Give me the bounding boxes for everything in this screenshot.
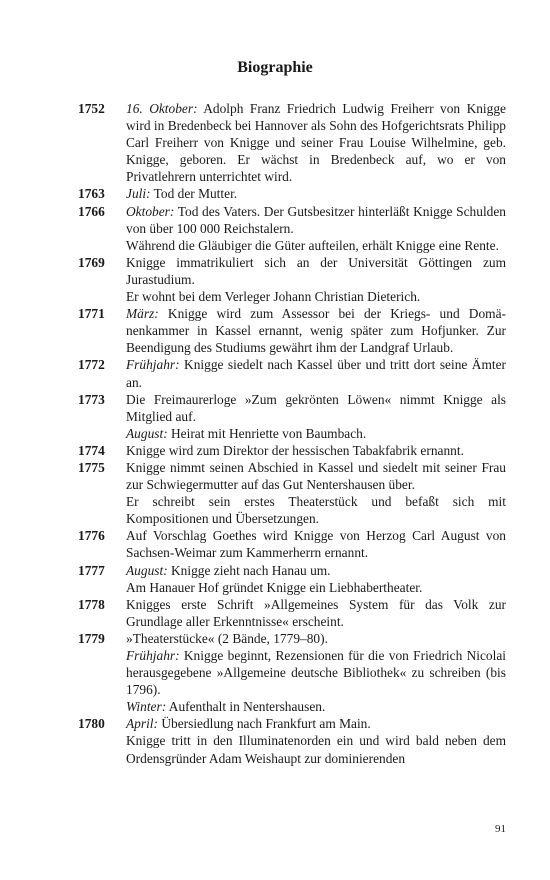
entry-year: 1776 bbox=[78, 528, 105, 544]
paragraph-body: Knigge wird zum Direktor der hessischen Tabakfabrik ernannt. bbox=[126, 442, 464, 458]
entry-year: 1779 bbox=[78, 630, 105, 646]
date-lead: April: bbox=[126, 716, 158, 732]
entry-paragraph bbox=[126, 185, 506, 202]
entry-paragraph bbox=[126, 305, 506, 356]
paragraph-body: Heirat mit Henriette von Baumbach. bbox=[167, 425, 367, 441]
entry-year: 1772 bbox=[78, 357, 105, 373]
paragraph-body: Knigge wird zum Assessor bei der Kriegs- und Domänenkammer in Kassel ernannt, wenig später zum Hofjunker. Zur Beendigung des Studiums gewährt ihm der Landgraf Urlaub. bbox=[126, 306, 506, 356]
paragraph-body: Knigge siedelt nach Kassel über und tritt dort seine Ämter an. bbox=[126, 357, 506, 390]
entry-year: 1771 bbox=[78, 306, 105, 322]
entry-paragraph bbox=[126, 527, 506, 561]
entry-text bbox=[126, 715, 506, 766]
entry-year: 1763 bbox=[78, 186, 105, 202]
paragraph-body: Während die Gläubiger die Güter aufteilen, erhält Knigge eine Rente. bbox=[126, 237, 499, 253]
entry-text bbox=[126, 254, 506, 305]
entry-paragraph bbox=[126, 459, 506, 493]
timeline-entry bbox=[78, 185, 506, 202]
entry-year: 1775 bbox=[78, 459, 105, 475]
timeline-entry bbox=[78, 100, 506, 185]
timeline-entry bbox=[78, 305, 506, 356]
paragraph-body: Knigge tritt in den Illuminatenorden ein und wird bald neben dem Ordensgründer Adam Weishaupt zur dominierenden bbox=[126, 733, 506, 766]
paragraph-body: Knigge zieht nach Hanau um. bbox=[167, 562, 331, 578]
timeline-entry bbox=[78, 356, 506, 390]
timeline-entry bbox=[78, 254, 506, 305]
page-number: 91 bbox=[495, 823, 506, 835]
entry-paragraph bbox=[126, 288, 506, 305]
date-lead: Winter: bbox=[126, 699, 167, 715]
entry-paragraph bbox=[126, 562, 506, 579]
timeline-entry bbox=[78, 459, 506, 527]
entry-year: 1752 bbox=[78, 101, 105, 116]
entry-text bbox=[126, 391, 506, 442]
entry-paragraph bbox=[126, 254, 506, 288]
entry-year: 1774 bbox=[78, 442, 105, 458]
paragraph-body: Tod des Vaters. Der Gutsbesitzer hinterläßt Knigge Schulden von über 100 000 Reichstalern. bbox=[126, 203, 506, 236]
entry-paragraph bbox=[126, 100, 506, 185]
entry-text bbox=[126, 562, 506, 596]
timeline-entry bbox=[78, 527, 506, 561]
paragraph-body: Knigge nimmt seinen Abschied in Kassel und siedelt mit seiner Frau zur Schwiegermutter auf das Gut Nentershausen über. bbox=[126, 459, 506, 493]
paragraph-body: Auf Vorschlag Goethes wird Knigge von Herzog Carl August von Sachsen-Weimar zum Kammerherrn ernannt. bbox=[126, 528, 506, 561]
date-lead: August: bbox=[126, 425, 168, 441]
entry-paragraph bbox=[126, 425, 506, 442]
timeline-entry bbox=[78, 596, 506, 630]
paragraph-body: Er schreibt sein erstes Theaterstück und befaßt sich mit Kompositionen und Übersetzungen. bbox=[126, 494, 506, 527]
date-lead: August: bbox=[126, 562, 168, 578]
entry-year: 1778 bbox=[78, 596, 105, 612]
entry-paragraph bbox=[126, 698, 506, 715]
entry-text bbox=[126, 630, 506, 715]
entry-text bbox=[126, 305, 506, 356]
entry-paragraph bbox=[126, 715, 506, 732]
paragraph-body: Er wohnt bei dem Verleger Johann Christian Dieterich. bbox=[126, 289, 421, 305]
entry-year: 1773 bbox=[78, 391, 105, 407]
paragraph-body: Aufenthalt in Nentershausen. bbox=[166, 699, 326, 715]
date-lead: Juli: bbox=[126, 186, 151, 202]
paragraph-body: Knigges erste Schrift »Allgemeines System für das Volk zur Grundlage aller Erkenntnisse« erscheint. bbox=[126, 596, 506, 629]
timeline-entry bbox=[78, 203, 506, 254]
page-title: Biographie bbox=[237, 59, 313, 76]
entry-paragraph bbox=[126, 493, 506, 527]
date-lead: März: bbox=[126, 306, 159, 322]
date-lead: 16. Oktober: bbox=[126, 101, 198, 116]
paragraph-body: Übersiedlung nach Frankfurt am Main. bbox=[158, 716, 371, 732]
entry-paragraph bbox=[126, 630, 506, 647]
entry-paragraph bbox=[126, 442, 506, 459]
entry-text bbox=[126, 596, 506, 630]
entry-text bbox=[126, 203, 506, 254]
entry-paragraph bbox=[126, 237, 506, 254]
entry-text bbox=[126, 442, 506, 459]
timeline-entry bbox=[78, 715, 506, 766]
date-lead: Frühjahr: bbox=[126, 648, 180, 663]
entry-text bbox=[126, 356, 506, 390]
entry-paragraph bbox=[126, 391, 506, 425]
paragraph-body: Knigge beginnt, Rezensionen für die von Friedrich Nicolai herausgegebene »Allgemeine deutsche Bibliothek« zu schreiben (bis 1796). bbox=[126, 648, 506, 698]
entry-year: 1766 bbox=[78, 203, 105, 219]
entry-year: 1777 bbox=[78, 562, 105, 578]
entry-paragraph bbox=[126, 579, 506, 596]
entry-paragraph bbox=[126, 356, 506, 390]
timeline-entry bbox=[78, 442, 506, 459]
date-lead: Frühjahr: bbox=[126, 357, 180, 373]
paragraph-body: Knigge immatrikuliert sich an der Universität Göttingen zum Jurastudium. bbox=[126, 254, 506, 287]
entry-text bbox=[126, 100, 506, 185]
paragraph-body: Adolph Franz Friedrich Ludwig Freiherr von Knigge wird in Bredenbeck bei Hannover als Sohn des Hofgerichtsrats Philipp Carl Freiherr von Knigge und seiner Frau Louise Wilhelmine, geb. Knigge, geboren. Er wächst in Bredenbeck auf, wo er von Privatlehrern unterrichtet wird. bbox=[126, 101, 506, 185]
entry-paragraph bbox=[126, 203, 506, 237]
timeline-entry bbox=[78, 391, 506, 442]
entry-text bbox=[126, 527, 506, 561]
paragraph-body: Tod der Mutter. bbox=[150, 186, 238, 202]
date-lead: Oktober: bbox=[126, 203, 175, 219]
entry-year: 1769 bbox=[78, 254, 105, 270]
entry-text bbox=[126, 185, 506, 202]
paragraph-body: Am Hanauer Hof gründet Knigge ein Liebhabertheater. bbox=[126, 579, 423, 595]
entry-text bbox=[126, 459, 506, 527]
paragraph-body: »Theaterstücke« (2 Bände, 1779–80). bbox=[126, 630, 328, 646]
entry-year: 1780 bbox=[78, 716, 105, 732]
paragraph-body: Die Freimaurerloge »Zum gekrönten Löwen« nimmt Knigge als Mitglied auf. bbox=[126, 391, 506, 424]
timeline-entry bbox=[78, 630, 506, 715]
timeline-entry bbox=[78, 562, 506, 596]
entry-paragraph bbox=[126, 647, 506, 698]
entry-paragraph bbox=[126, 596, 506, 630]
entry-paragraph bbox=[126, 732, 506, 766]
biography-timeline bbox=[78, 100, 506, 767]
